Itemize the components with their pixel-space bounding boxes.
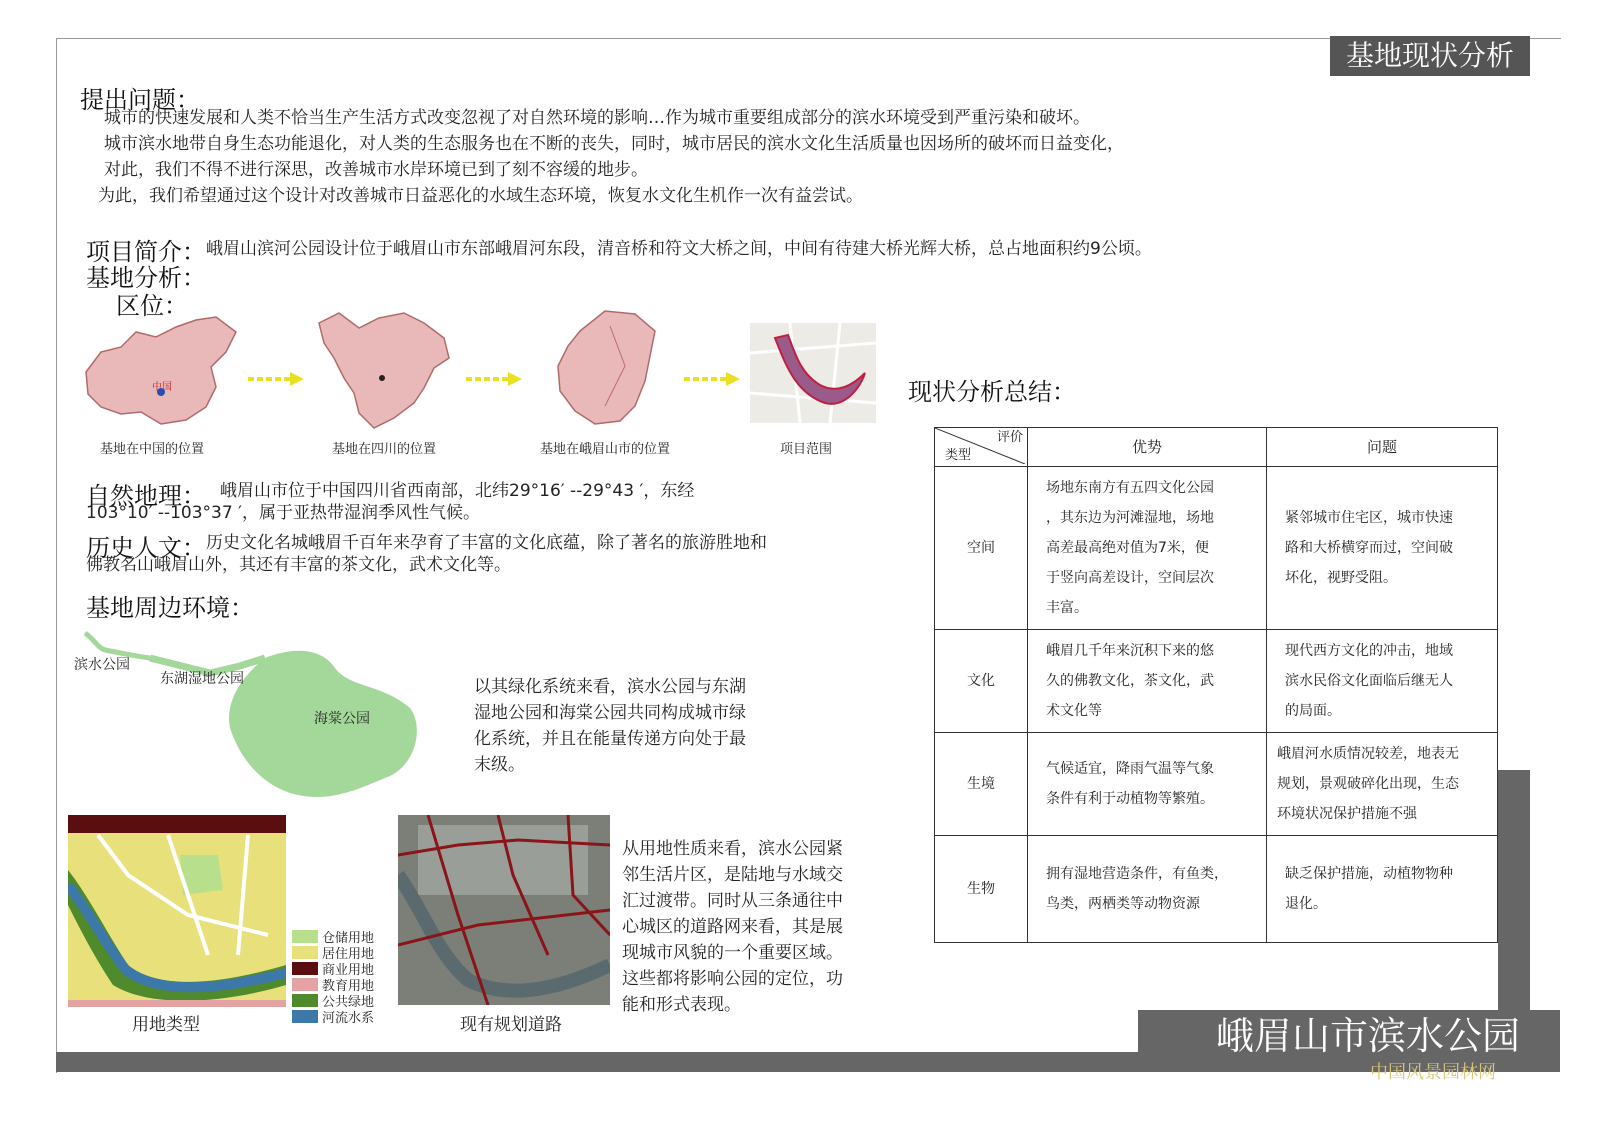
row-problem: 缺乏保护措施，动植物物种 退化。 [1267, 836, 1498, 943]
legend-item: 河流水系 [292, 1008, 374, 1024]
map-caption-project: 项目范围 [780, 442, 833, 457]
intro-heading: 项目简介： [86, 238, 206, 266]
arrow-icon [466, 372, 522, 386]
roads-line-1: 从用地性质来看，滨水公园紧 [622, 839, 843, 859]
project-area-map [750, 323, 876, 423]
table-row [935, 467, 1498, 630]
row-advantage: 拥有湿地营造条件，有鱼类， 鸟类，两栖类等动物资源 [1028, 836, 1267, 943]
site-heading: 基地分析： [86, 264, 206, 292]
row-advantage: 峨眉几千年来沉积下来的悠 久的佛教文化，茶文化，武 术文化等 [1028, 630, 1267, 733]
land-use-legend [292, 928, 374, 1024]
history-heading: 历史人文： [86, 534, 206, 562]
sichuan-map [314, 308, 454, 433]
china-label: 中国 [152, 382, 172, 393]
col-header-problem: 问题 [1267, 428, 1498, 467]
project-title: 峨眉山市滨水公园 [1138, 1010, 1560, 1062]
land-use-caption: 用地类型 [132, 1015, 200, 1035]
geo-text-1: 峨眉山市位于中国四川省西南部，北纬29°16′ --29°43 ′，东经 [220, 481, 695, 501]
table-row [935, 630, 1498, 733]
row-advantage: 场地东南方有五四文化公园 ，其东边为河滩湿地，场地 高差最高绝对值为7米，便 于竖向高差设计，空间层次 丰富。 [1028, 467, 1267, 630]
problem-heading: 提出问题： [80, 86, 200, 114]
geo-text-2: 103°10′ --103°37 ′，属于亚热带湿润季风性气候。 [86, 503, 480, 523]
table-row [935, 733, 1498, 836]
intro-text: 峨眉山滨河公园设计位于峨眉山市东部峨眉河东段，清音桥和符文大桥之间，中间有待建大桥光辉大桥，总占地面积约9公顷。 [206, 239, 1152, 259]
row-problem: 现代西方文化的冲击，地域 滨水民俗文化面临后继无人 的局面。 [1267, 630, 1498, 733]
emeishan-map [550, 306, 660, 431]
roads-line-2: 邻生活片区，是陆地与水域交 [622, 865, 843, 885]
legend-item: 公共绿地 [292, 992, 374, 1008]
col-header-advantage: 优势 [1028, 428, 1267, 467]
problem-line-3: 对此，我们不得不进行深思，改善城市水岸环境已到了刻不容缓的地步。 [104, 160, 648, 180]
table-corner-cell [935, 428, 1028, 467]
roads-line-7: 能和形式表现。 [622, 995, 741, 1015]
surround-line-3: 化系统，并且在能量传递方向处于最 [474, 729, 746, 749]
problem-line-1: 城市的快速发展和人类不恰当生产生活方式改变忽视了对自然环境的影响…作为城市重要组成部分的滨水环境受到严重污染和破坏。 [104, 108, 1090, 128]
map-caption-sichuan: 基地在四川的位置 [332, 442, 437, 457]
row-problem: 峨眉河水质情况较差，地表无 规划，景观破碎化出现，生态 环境状况保护措施不强 [1267, 733, 1498, 836]
map-caption-emeishan: 基地在峨眉山市的位置 [540, 442, 671, 457]
problem-line-4: 为此，我们希望通过这个设计对改善城市日益恶化的水域生态环境，恢复水文化生机作一次有益尝试。 [98, 186, 863, 206]
china-map [76, 312, 246, 432]
label-binshui-park: 滨水公园 [74, 657, 130, 673]
roads-line-5: 现城市风貌的一个重要区域。 [622, 943, 843, 963]
row-advantage: 气候适宜，降雨气温等气象 条件有利于动植物等繁殖。 [1028, 733, 1267, 836]
summary-heading: 现状分析总结： [908, 378, 1076, 406]
label-haitang-park: 海棠公园 [314, 711, 370, 727]
history-text-1: 历史文化名城峨眉千百年来孕育了丰富的文化底蕴，除了著名的旅游胜地和 [206, 533, 767, 553]
row-type: 生物 [935, 836, 1028, 943]
row-type: 生境 [935, 733, 1028, 836]
row-type: 文化 [935, 630, 1028, 733]
summary-table [934, 427, 1498, 943]
green-system-map [80, 628, 425, 803]
surround-heading: 基地周边环境： [86, 594, 254, 622]
roads-line-4: 心城区的道路网来看，其是展 [622, 917, 843, 937]
table-row [935, 836, 1498, 943]
surround-line-4: 末级。 [474, 755, 525, 775]
legend-item: 教育用地 [292, 976, 374, 992]
arrow-icon [684, 372, 740, 386]
watermark-logo: 中国风景园林网 [1370, 1062, 1496, 1083]
surround-line-2: 湿地公园和海棠公园共同构成城市绿 [474, 703, 746, 723]
corner-label-top: 评价 [996, 430, 1023, 445]
table-header-row [935, 428, 1498, 467]
road-plan-map [398, 815, 610, 1005]
map-caption-china: 基地在中国的位置 [100, 442, 205, 457]
location-subheading: 区位： [116, 292, 188, 320]
history-text-2: 佛教名山峨眉山外，其还有丰富的茶文化，武术文化等。 [86, 555, 511, 575]
corner-label-bottom: 类型 [945, 448, 972, 463]
land-use-map [68, 815, 286, 1007]
roads-line-3: 汇过渡带。同时从三条通往中 [622, 891, 843, 911]
label-donghu-park: 东湖湿地公园 [160, 671, 244, 687]
road-plan-caption: 现有规划道路 [460, 1015, 562, 1035]
roads-line-6: 这些都将影响公园的定位，功 [622, 969, 843, 989]
legend-item: 居住用地 [292, 944, 374, 960]
row-type: 空间 [935, 467, 1028, 630]
surround-line-1: 以其绿化系统来看，滨水公园与东湖 [474, 677, 746, 697]
side-decoration-bar [1498, 770, 1530, 1020]
arrow-icon [248, 372, 304, 386]
row-problem: 紧邻城市住宅区，城市快速 路和大桥横穿而过，空间破 坏化，视野受阻。 [1267, 467, 1498, 630]
geo-heading: 自然地理： [86, 482, 206, 510]
problem-line-2: 城市滨水地带自身生态功能退化，对人类的生态服务也在不断的丧失，同时，城市居民的滨水文化生活质量也因场所的破坏而日益变化， [104, 134, 1124, 154]
legend-item: 仓储用地 [292, 928, 374, 944]
legend-item: 商业用地 [292, 960, 374, 976]
page-title: 基地现状分析 [1330, 36, 1530, 76]
